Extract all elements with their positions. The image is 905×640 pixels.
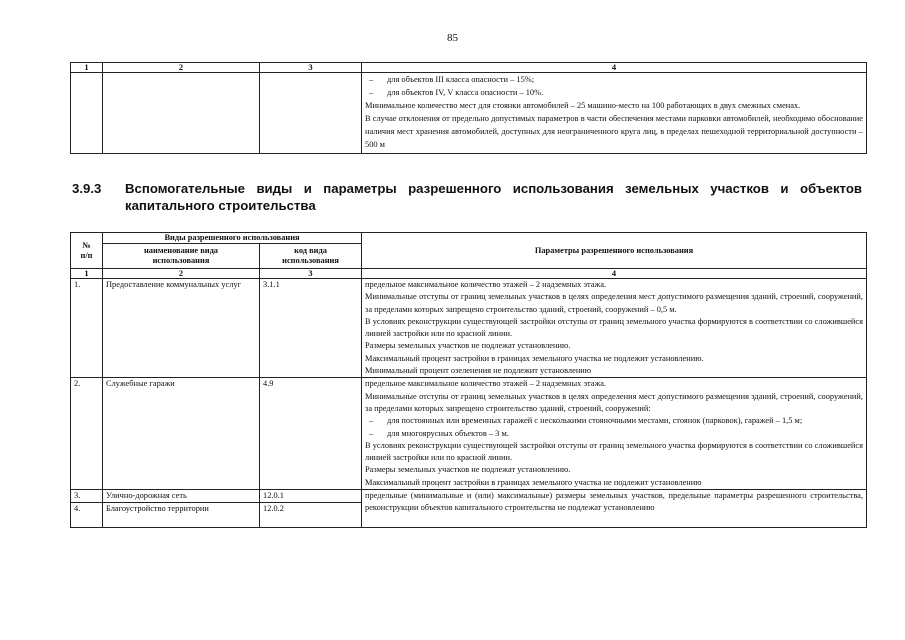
table-row <box>71 279 867 378</box>
use-name: Улично-дорожная сеть <box>103 490 260 503</box>
row-number: 4. <box>71 503 103 528</box>
paragraph: Минимальные отступы от границ земельных участков в целях определения мест допустимого размещения зданий, строений, сооружений, за пределами которых запрещено строительство зданий, строений, сооружений: <box>365 391 863 413</box>
column-number-row <box>71 269 867 279</box>
column-number: 2 <box>103 63 260 73</box>
use-code: 4.9 <box>260 378 362 490</box>
use-name: Предоставление коммунальных услуг <box>103 279 260 378</box>
params-cell <box>362 378 867 490</box>
column-number: 4 <box>362 269 867 279</box>
table-row <box>71 378 867 490</box>
params-cell <box>362 490 867 528</box>
row-number: 3. <box>71 490 103 503</box>
use-name: Благоустройство территории <box>103 503 260 528</box>
paragraph: Размеры земельных участков не подлежат установлению. <box>365 341 571 351</box>
header-params: Параметры разрешенного использования <box>362 233 867 269</box>
use-code: 12.0.1 <box>260 490 362 503</box>
list-item: – для многоярусных объектов – 3 м. <box>369 428 509 438</box>
section-title: Вспомогательные виды и параметры разрешенного использования земельных участков и объектов капитального строительства <box>125 181 862 213</box>
paragraph: предельное максимальное количество этажей – 2 надземных этажа. <box>365 379 607 389</box>
header-name: наименование вида использования <box>103 244 260 269</box>
permitted-use-table <box>70 232 867 528</box>
column-number-row <box>71 63 867 73</box>
paragraph: Максимальный процент застройки в границах земельного участка не подлежит установлению <box>365 477 702 487</box>
row-number: 1. <box>71 279 103 378</box>
header-num: № п/п <box>71 233 103 269</box>
paragraph: Минимальное количество мест для стоянки автомобилей – 25 машино-место на 100 работающих в двух смежных сменах. <box>365 101 801 110</box>
paragraph: предельное максимальное количество этажей – 2 надземных этажа. <box>365 280 607 289</box>
list-item: – для постоянных или временных гаражей с несколькими стояночными местами, стоянок (парковок), гаражей – 1,5 м; <box>369 416 803 426</box>
header-row <box>71 233 867 244</box>
header-group: Виды разрешенного использования <box>103 233 362 244</box>
use-code: 3.1.1 <box>260 279 362 378</box>
column-number: 1 <box>71 269 103 279</box>
table-row <box>71 73 867 154</box>
column-number: 3 <box>260 269 362 279</box>
paragraph: Максимальный процент застройки в границах земельного участка не подлежит установлению. <box>365 353 704 363</box>
row-number: 2. <box>71 378 103 490</box>
header-code: код вида использования <box>260 244 362 269</box>
paragraph: Размеры земельных участков не подлежат установлению. <box>365 465 571 475</box>
list-item: – для объектов IV, V класса опасности – 10%. <box>369 88 544 97</box>
section-number: 3.9.3 <box>72 181 102 196</box>
paragraph: В условиях реконструкции существующей застройки отступы от границ земельного участка формируются в соответствии со сложившейся линией застройки или по красной линии. <box>365 316 863 339</box>
column-number: 2 <box>103 269 260 279</box>
page-number: 85 <box>447 32 458 44</box>
use-code: 12.0.2 <box>260 503 362 528</box>
paragraph: предельные (минимальные и (или) максимальные) размеры земельных участков, предельные параметры разрешенного строительства, реконструкции объектов капитального строительства не подлежат установлению <box>365 491 863 513</box>
params-cell <box>362 73 867 154</box>
use-name: Служебные гаражи <box>103 378 260 490</box>
paragraph: Минимальные отступы от границ земельных участков в целях определения мест допустимого размещения зданий, строений, сооружений, за пределами которых запрещено строительство зданий, строений, сооружений – 0,5 м. <box>365 292 863 314</box>
table-row <box>71 490 867 503</box>
column-number: 3 <box>260 63 362 73</box>
list-item: – для объектов III класса опасности – 15%; <box>369 75 535 84</box>
paragraph: В случае отклонения от предельно допустимых параметров в части обеспечения местами парковки автомобилей, необходимо обоснование наличия мест хранения автомобилей, доступных для неограниченного круга лиц, в пределах пешеходной территориальной доступности – 500 м <box>365 114 863 149</box>
column-number: 1 <box>71 63 103 73</box>
column-number: 4 <box>362 63 867 73</box>
paragraph: В условиях реконструкции существующей застройки отступы от границ земельного участка формируются в соответствии со сложившейся линией застройки или по красной линии. <box>365 440 863 463</box>
paragraph: Минимальный процент озеленения не подлежит установлению <box>365 366 592 376</box>
continuation-table <box>70 62 867 154</box>
params-cell <box>362 279 867 378</box>
section-heading <box>72 180 862 214</box>
